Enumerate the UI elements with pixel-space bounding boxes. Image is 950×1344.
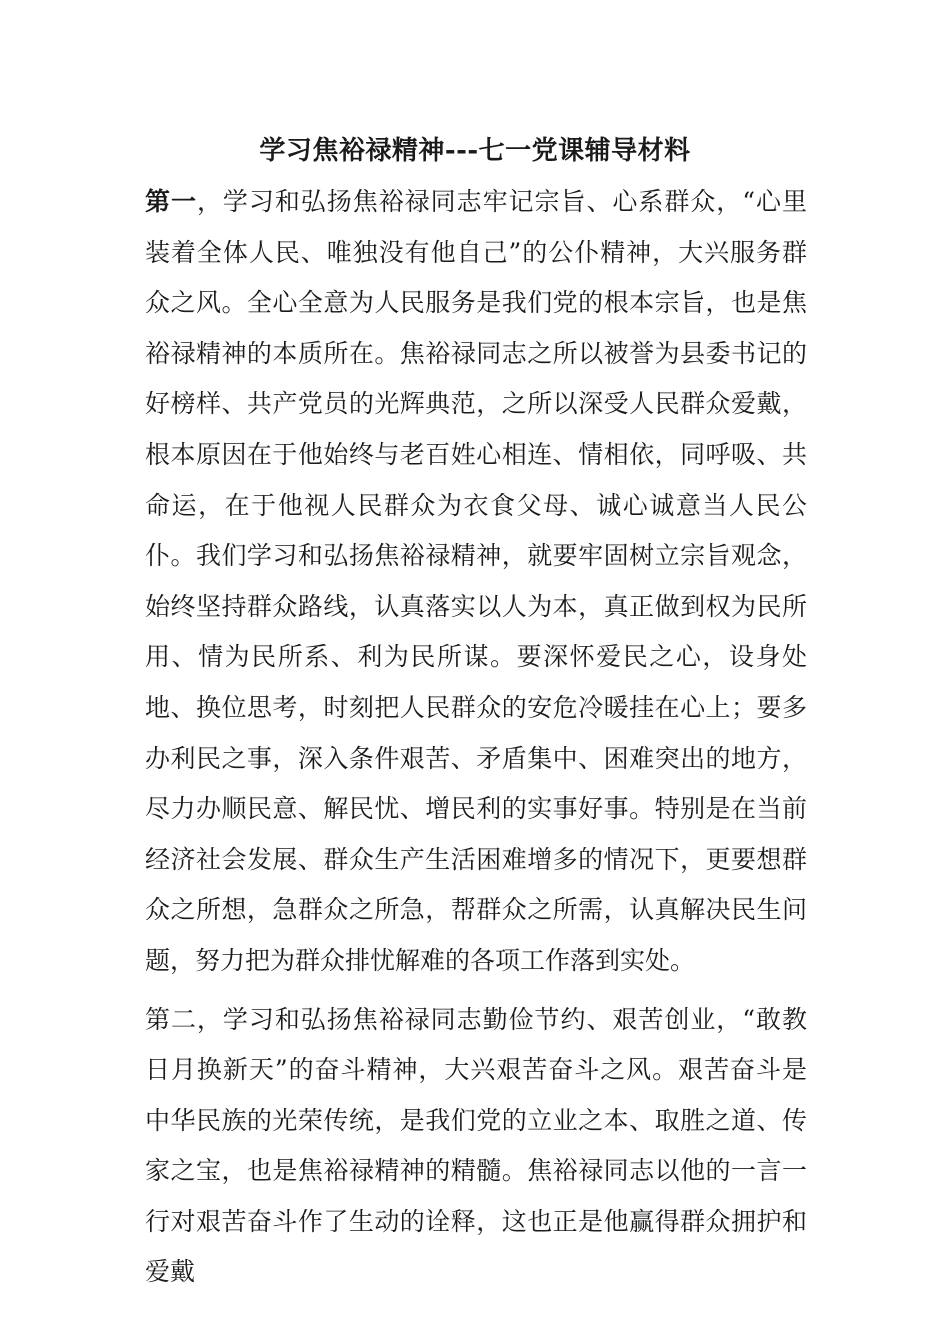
paragraph-1 — [145, 177, 807, 987]
document-body — [145, 177, 807, 1306]
document-title: 学习焦裕禄精神---七一党课辅导材料 — [259, 136, 691, 166]
paragraph-1-text: ，学习和弘扬焦裕禄同志牢记宗旨、心系群众，“心里装着全体人民、唯独没有他自己”的公仆精神，大兴服务群众之风。全心全意为人民服务是我们党的根本宗旨，也是焦裕禄精神的本质所在。焦裕禄同志之所以被誉为县委书记的好榜样、共产党员的光辉典范，之所以深受人民群众爱戴，根本原因在于他始终与老百姓心相连、情相依，同呼吸、共命运，在于他视人民群众为衣食父母、诚心诚意当人民公仆。我们学习和弘扬焦裕禄精神，就要牢固树立宗旨观念，始终坚持群众路线，认真落实以人为本，真正做到权为民所用、情为民所系、利为民所谋。要深怀爱民之心，设身处地、换位思考，时刻把人民群众的安危冷暖挂在心上；要多办利民之事，深入条件艰苦、矛盾集中、困难突出的地方，尽力办顺民意、解民忧、增民利的实事好事。特别是在当前经济社会发展、群众生产生活困难增多的情况下，更要想群众之所想，急群众之所急，帮群众之所需，认真解决民生问题，努力把为群众排忧解难的各项工作落到实处。 — [145, 187, 807, 975]
paragraph-1-lead: 第一 — [145, 187, 197, 216]
paragraph-2 — [145, 995, 807, 1299]
paragraph-2-text: 第二，学习和弘扬焦裕禄同志勤俭节约、艰苦创业，“敢教日月换新天”的奋斗精神，大兴艰苦奋斗之风。艰苦奋斗是中华民族的光荣传统，是我们党的立业之本、取胜之道、传家之宝，也是焦裕禄精神的精髓。焦裕禄同志以他的一言一行对艰苦奋斗作了生动的诠释，这也正是他赢得群众拥护和爱戴 — [145, 1004, 807, 1287]
